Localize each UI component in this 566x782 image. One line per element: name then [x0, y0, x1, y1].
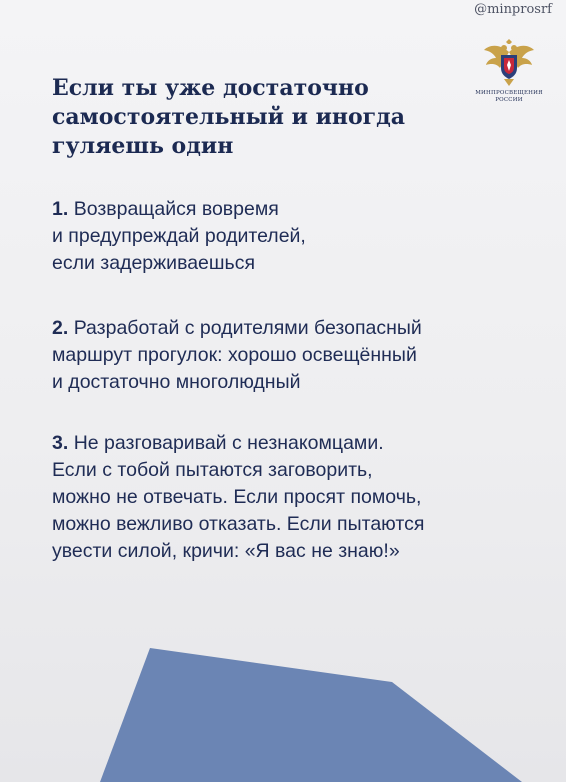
tip-line: Если с тобой пытаются заговорить, [52, 459, 373, 481]
tip-number: 1. [52, 198, 69, 220]
tip-line: если задерживаешься [52, 252, 256, 274]
tip-line: можно не отвечать. Если просят помочь, [52, 486, 422, 508]
logo-caption-line1: МИНПРОСВЕЩЕНИЯ [475, 90, 543, 96]
tip-line: и достаточно многолюдный [52, 371, 301, 393]
tip-line: Не разговаривай с незнакомцами. [73, 432, 384, 454]
tip-number: 3. [52, 432, 69, 454]
tip-line: можно вежливо отказать. Если пытаются [52, 513, 425, 535]
tip-line: Разработай с родителями безопасный [73, 317, 422, 339]
tip-line: маршрут прогулок: хорошо освещённый [52, 344, 417, 366]
tip-number: 2. [52, 317, 69, 339]
tip-line: и предупреждай родителей, [52, 225, 306, 247]
title-line: гуляешь один [52, 133, 234, 159]
account-handle: @minprosrf [474, 2, 552, 17]
logo-caption-line2: РОССИИ [495, 97, 523, 103]
tip-line: увести силой, кричи: «Я вас не знаю!» [52, 540, 400, 562]
tip-line: Возвращайся вовремя [73, 198, 279, 220]
title-line: самостоятельный и иногда [52, 104, 406, 130]
title-line: Если ты уже достаточно [52, 75, 369, 101]
